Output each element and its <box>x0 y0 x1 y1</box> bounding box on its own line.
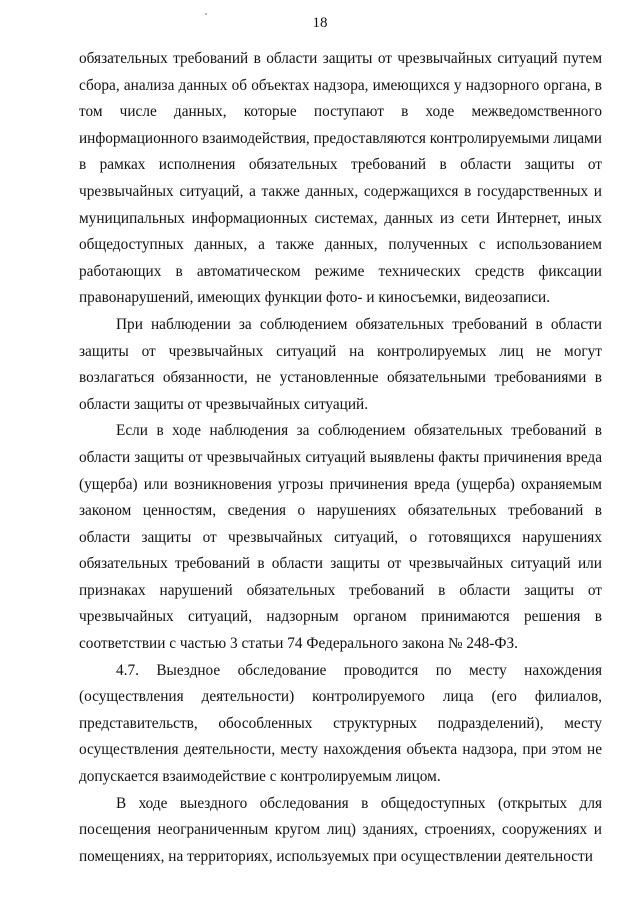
paragraph-5: В ходе выездного обследования в общедоступных (открытых для посещения неограниченным кругом лиц) зданиях, строениях, сооружениях и помещениях, на территориях, используемых при осуществлении деятельности <box>79 794 602 865</box>
page-number: 18 <box>312 15 328 31</box>
document-body <box>79 46 602 870</box>
paragraph-4: 4.7. Выездное обследование проводится по месту нахождения (осуществления деятельности) контролируемого лица (его филиалов, представительств, обособленных структурных подразделений), месту осуществления деятельности, месту нахождения объекта надзора, при этом не допускается взаимодействие с контролируемым лицом. <box>79 661 602 786</box>
paragraph-1: обязательных требований в области защиты от чрезвычайных ситуаций путем сбора, анализа данных об объектах надзора, имеющихся у надзорного органа, в том числе данных, которые поступают в ходе межведомственного информационного взаимодействия, предоставляются контролируемыми лицами в рамках исполнения обязательных требований в области защиты от чрезвычайных ситуаций, а также данных, содержащихся в государственных и муниципальных информационных системах, данных из сети Интернет, иных общедоступных данных, а также данных, полученных с использованием работающих в автоматическом режиме технических средств фиксации правонарушений, имеющих функции фото- и киносъемки, видеозаписи. <box>79 50 602 307</box>
paragraph-2: При наблюдении за соблюдением обязательных требований в области защиты от чрезвычайных ситуаций на контролируемых лиц не могут возлагаться обязанности, не установленные обязательными требованиями в области защиты от чрезвычайных ситуаций. <box>79 315 602 413</box>
paragraph-3: Если в ходе наблюдения за соблюдением обязательных требований в области защиты от чрезвычайных ситуаций выявлены факты причинения вреда (ущерба) или возникновения угрозы причинения вреда (ущерба) охраняемым законом ценностям, сведения о нарушениях обязательных требований в области защиты от чрезвычайных ситуаций, о готовящихся нарушениях обязательных требований в области защиты от чрезвычайных ситуаций или признаках нарушений обязательных требований в области защиты от чрезвычайных ситуаций, надзорным органом принимаются решения в соответствии с частью 3 статьи 74 Федерального закона № 248-ФЗ. <box>79 422 602 653</box>
